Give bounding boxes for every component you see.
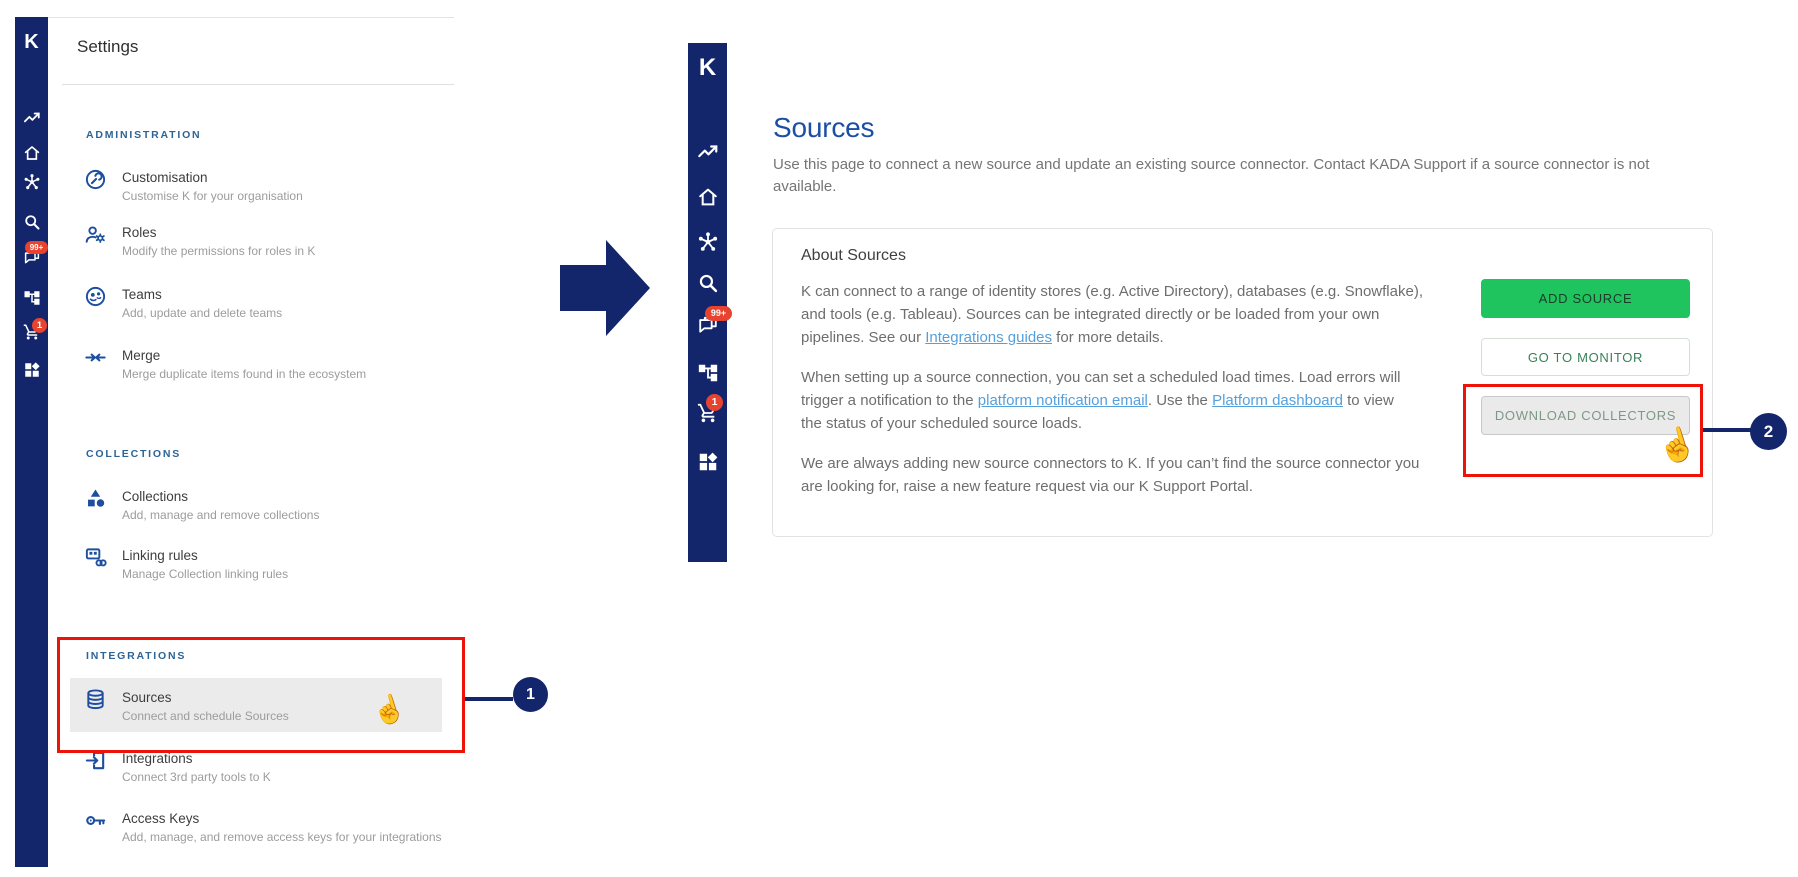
item-subtitle: Manage Collection linking rules: [122, 567, 289, 581]
search-icon[interactable]: [697, 272, 719, 294]
settings-item-integrations[interactable]: [70, 751, 442, 801]
item-subtitle: Modify the permissions for roles in K: [122, 244, 316, 258]
page-description-line2: available.: [773, 178, 837, 195]
item-subtitle: Add, manage, and remove access keys for your integrations: [122, 830, 442, 844]
text-segment: trigger a notification to the: [801, 392, 978, 409]
text-segment: to view: [1342, 392, 1394, 409]
trending-icon[interactable]: [23, 109, 41, 127]
kada-logo[interactable]: K: [24, 31, 39, 53]
left-app-sidebar: [15, 17, 48, 867]
section-label-integrations: INTEGRATIONS: [86, 650, 187, 662]
item-title: Roles: [122, 225, 157, 240]
settings-item-merge[interactable]: [70, 348, 442, 398]
hub-icon[interactable]: [23, 173, 41, 191]
settings-item-roles[interactable]: [70, 225, 442, 275]
right-app-sidebar: [688, 43, 727, 562]
card-paragraph2-line1: When setting up a source connection, you can set a scheduled load times. Load errors will: [801, 369, 1401, 386]
page-description-line1: Use this page to connect a new source and update an existing source connector. Contact KADA Support if a source connector is not: [773, 156, 1650, 173]
cart-badge: 1: [706, 394, 723, 411]
item-title: Linking rules: [122, 548, 198, 563]
card-paragraph3-line1: We are always adding new source connectors to K. If you can’t find the source connector you: [801, 455, 1420, 472]
trending-icon[interactable]: [697, 141, 719, 163]
hand-cursor: ☝: [368, 690, 410, 730]
card-title: About Sources: [801, 247, 906, 264]
card-paragraph1-line1: K can connect to a range of identity stores (e.g. Active Directory), databases (e.g. Snowflake),: [801, 283, 1423, 300]
item-subtitle: Customise K for your organisation: [122, 189, 303, 203]
settings-item-customisation[interactable]: [70, 170, 442, 220]
item-subtitle: Add, manage and remove collections: [122, 508, 320, 522]
text-segment: for more details.: [1052, 329, 1164, 346]
cart-badge: 1: [32, 318, 47, 333]
card-paragraph2-line2: [801, 392, 1394, 409]
item-subtitle: Add, update and delete teams: [122, 306, 283, 320]
page-title: Sources: [773, 112, 875, 143]
transition-arrow: [560, 238, 652, 338]
widgets-icon[interactable]: [697, 451, 719, 473]
annotation-box-1: [57, 637, 465, 753]
section-label-collections: COLLECTIONS: [86, 448, 182, 460]
integrations-guides-link[interactable]: Integrations guides: [925, 329, 1053, 346]
home-icon[interactable]: [697, 186, 719, 208]
merge-arrows-icon: [84, 346, 107, 369]
item-subtitle: Connect 3rd party tools to K: [122, 770, 271, 784]
card-paragraph2-line3: the status of your scheduled source loads.: [801, 415, 1083, 432]
chat-badge: 99+: [25, 241, 48, 254]
page-title: Settings: [77, 37, 139, 56]
item-title: Integrations: [122, 751, 193, 766]
settings-item-access-keys[interactable]: [70, 811, 442, 861]
go-to-monitor-button[interactable]: GO TO MONITOR: [1481, 338, 1690, 376]
build-circle-icon: [84, 168, 107, 191]
text-segment: pipelines. See our: [801, 329, 926, 346]
text-segment: . Use the: [1147, 392, 1213, 409]
linking-rules-icon: [84, 546, 107, 569]
tree-icon[interactable]: [697, 362, 719, 384]
item-subtitle: Merge duplicate items found in the ecosystem: [122, 367, 367, 381]
home-icon[interactable]: [23, 144, 41, 162]
widgets-icon[interactable]: [23, 361, 41, 379]
item-title: Collections: [122, 489, 189, 504]
item-title: Merge: [122, 348, 161, 363]
about-sources-card: [772, 228, 1713, 537]
platform-notification-email-link[interactable]: platform notification email: [977, 392, 1148, 409]
card-paragraph1-line2: and tools (e.g. Tableau). Sources can be integrated directly or be loaded from your own: [801, 306, 1380, 323]
settings-item-collections[interactable]: [70, 489, 442, 539]
annotation-box-2: [1463, 384, 1703, 477]
card-paragraph3-line2: are looking for, raise a new feature request via our K Support Portal.: [801, 478, 1253, 495]
hub-icon[interactable]: [697, 231, 719, 253]
chat-badge: 99+: [705, 306, 732, 321]
annotation-connector-2: [1703, 428, 1751, 432]
section-label-administration: ADMINISTRATION: [86, 129, 202, 141]
step-2-callout: 2: [1750, 413, 1787, 450]
tree-icon[interactable]: [23, 289, 41, 307]
platform-dashboard-link[interactable]: Platform dashboard: [1212, 392, 1343, 409]
annotation-connector-1: [465, 697, 513, 701]
kada-logo[interactable]: K: [698, 54, 717, 81]
left-screenshot-top-edge: [48, 17, 454, 18]
hand-cursor: ☝: [1652, 422, 1702, 468]
item-title: Access Keys: [122, 811, 200, 826]
search-icon[interactable]: [23, 213, 41, 231]
category-icon: [84, 487, 107, 510]
item-subtitle: Connect and schedule Sources: [122, 709, 289, 723]
teams-icon: [84, 285, 107, 308]
download-collectors-button[interactable]: DOWNLOAD COLLECTORS: [1481, 396, 1690, 435]
settings-item-teams[interactable]: [70, 287, 442, 337]
manage-accounts-icon: [84, 223, 107, 246]
key-icon: [84, 809, 107, 832]
item-title: Sources: [122, 690, 172, 705]
item-title: Teams: [122, 287, 162, 302]
add-source-button[interactable]: ADD SOURCE: [1481, 279, 1690, 318]
card-paragraph1-line3: [801, 329, 1164, 346]
title-divider: [62, 84, 454, 85]
settings-item-linking-rules[interactable]: [70, 548, 442, 598]
step-1-callout: 1: [513, 677, 548, 712]
item-title: Customisation: [122, 170, 208, 185]
